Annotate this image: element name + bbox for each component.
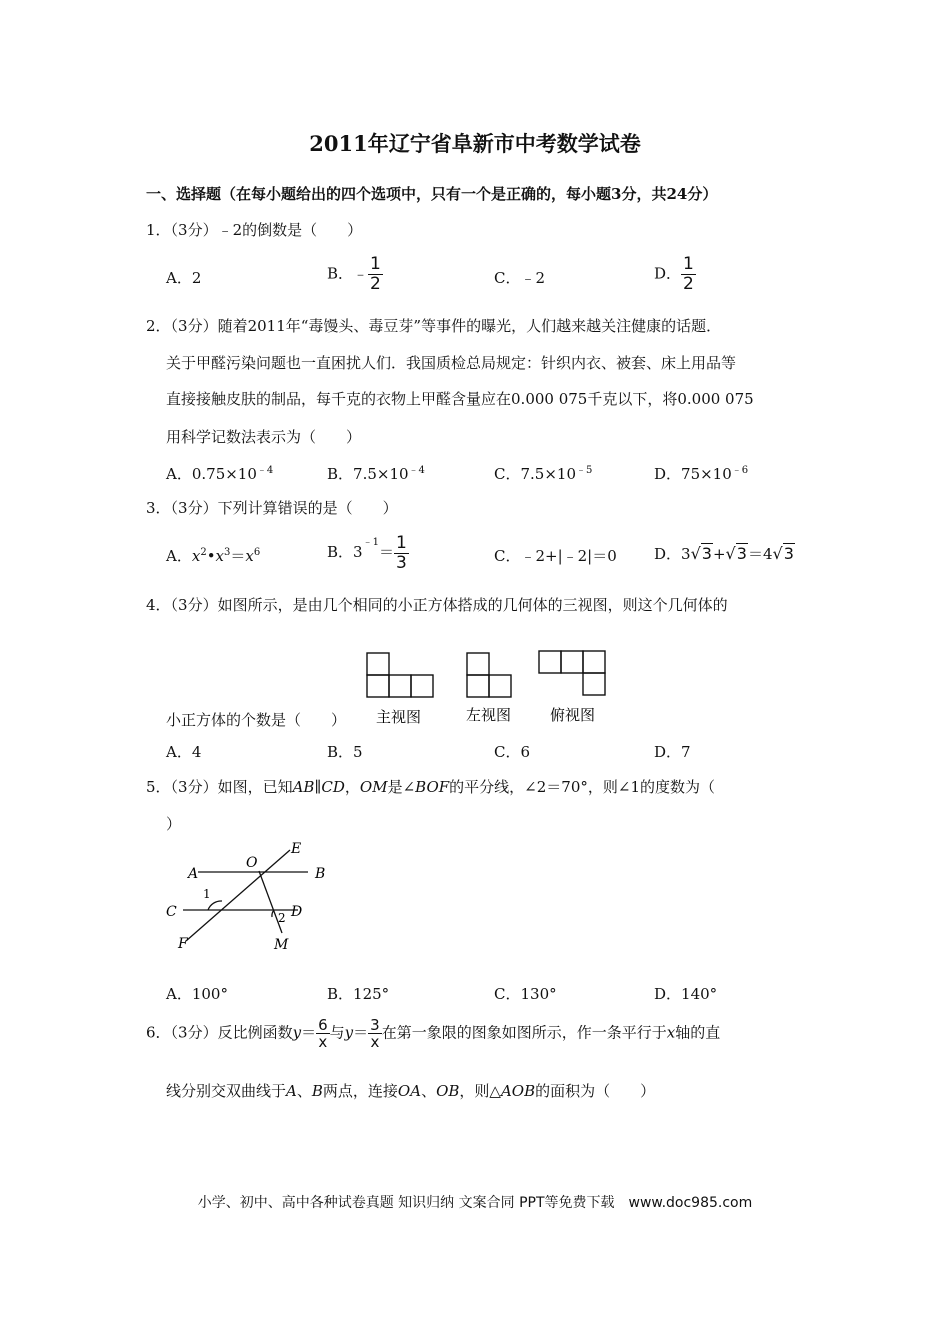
left-view-square [467,653,489,675]
question-6-line-1: 6．（3分）反比例函数y＝ $\frac{6}{x}$ 与y＝ $\frac{3}{x}$ 在第一象限的图象如图所示，作一条平行于x轴的直 [146,1016,721,1051]
front-view-square [389,675,411,697]
question-2-line-3: 直接接触皮肤的制品，每千克的衣物上甲醛含量应在0.000 075千克以下，将0.000 075 [166,390,754,408]
page-footer: 小学、初中、高中各种试卷真题 知识归纳 文案合同 PPT等免费下载 www.doc985.com [197,1195,753,1211]
q4-option-b: B．5 [327,743,363,761]
question-2-line-4: 用科学记数法表示为（ ） [166,428,362,446]
label-o: O [246,855,258,871]
parallel-lines-figure [158,838,338,958]
q5-option-b: B．125° [327,985,390,1003]
front-view-square [367,675,389,697]
line-ef [186,850,290,941]
q4-option-d: D．7 [654,743,691,761]
label-e: E [291,841,302,857]
top-view-square [583,673,605,695]
q1-option-d: D． $\frac{1}{2}$ [654,254,694,294]
q5-option-c: C．130° [494,985,557,1003]
q2-option-c: C．$7.5\times 10^{﹣5}$ [494,465,593,483]
q1-option-a: A．2 [166,269,202,287]
q3-option-a: A．$x^2•x^3=x^6$ [166,547,261,565]
q2-option-b: B．$7.5\times 10^{﹣4}$ [327,465,425,483]
label-angle-1: 1 [203,887,211,901]
question-4-stem: 4．（3分）如图所示，是由几个相同的小正方体搭成的几何体的三视图，则这个几何体的 [146,596,728,614]
q5-option-d: D．140° [654,985,718,1003]
question-4-stem-2: 小正方体的个数是（ ） [166,711,347,729]
question-2-line-2: 关于甲醛污染问题也一直困扰人们．我国质检总局规定：针织内衣、被套、床上用品等 [166,354,737,372]
question-3-stem: 3．（3分）下列计算错误的是（ ） [146,499,398,517]
three-views-figure [360,648,620,730]
front-view-square [411,675,433,697]
left-view-square [489,675,511,697]
angle-1-arc [208,901,222,910]
q1-option-b: B．﹣ $\frac{1}{2}$ [327,254,381,294]
label-b: B [315,866,326,882]
left-view-square [467,675,489,697]
front-view-square [367,653,389,675]
caption-top-view: 俯视图 [550,706,596,724]
q3-option-d: D．3√3+√3＝4√3 [654,544,794,563]
label-f: F [178,936,188,952]
q3-option-b: B．$3^{﹣1}=$ $\frac{1}{3}$ [327,532,407,573]
label-c: C [166,904,177,920]
q3-option-c: C．﹣2+|﹣2|＝0 [494,547,617,565]
question-6-line-2: 线分别交双曲线于A、B两点，连接OA、OB，则△AOB的面积为（ ） [166,1082,656,1100]
top-view-square [539,651,561,673]
page-title: 2011年辽宁省阜新市中考数学试卷 [309,131,641,156]
q2-option-a: A．$0.75\times 10^{﹣4}$ [166,465,274,483]
q4-option-c: C．6 [494,743,531,761]
question-5-stem: 5．（3分）如图，已知AB∥CD，OM是∠BOF的平分线，∠2＝70°，则∠1的度数为（ [146,778,715,796]
label-a: A [188,866,199,882]
q4-option-a: A．4 [166,743,202,761]
q5-option-a: A．100° [166,985,228,1003]
question-1-stem: 1．（3分）﹣2的倒数是（ ） [146,221,363,239]
angle-2-arc [272,910,274,917]
question-5-stem-2: ） [166,815,182,833]
q2-option-d: D．$75\times 10^{﹣6}$ [654,465,749,483]
caption-left-view: 左视图 [466,706,512,724]
top-view-square [561,651,583,673]
question-2-line-1: 2．（3分）随着2011年“毒馒头、毒豆芽”等事件的曝光，人们越来越关注健康的话题． [146,317,722,335]
top-view-square [583,651,605,673]
q1-option-c: C．﹣2 [494,269,546,287]
label-angle-2: 2 [278,911,286,925]
label-d: D [291,904,303,920]
section-heading: 一、选择题（在每小题给出的四个选项中，只有一个是正确的，每小题3分，共24分） [146,185,718,203]
label-m: M [274,937,289,953]
caption-front-view: 主视图 [376,708,422,726]
